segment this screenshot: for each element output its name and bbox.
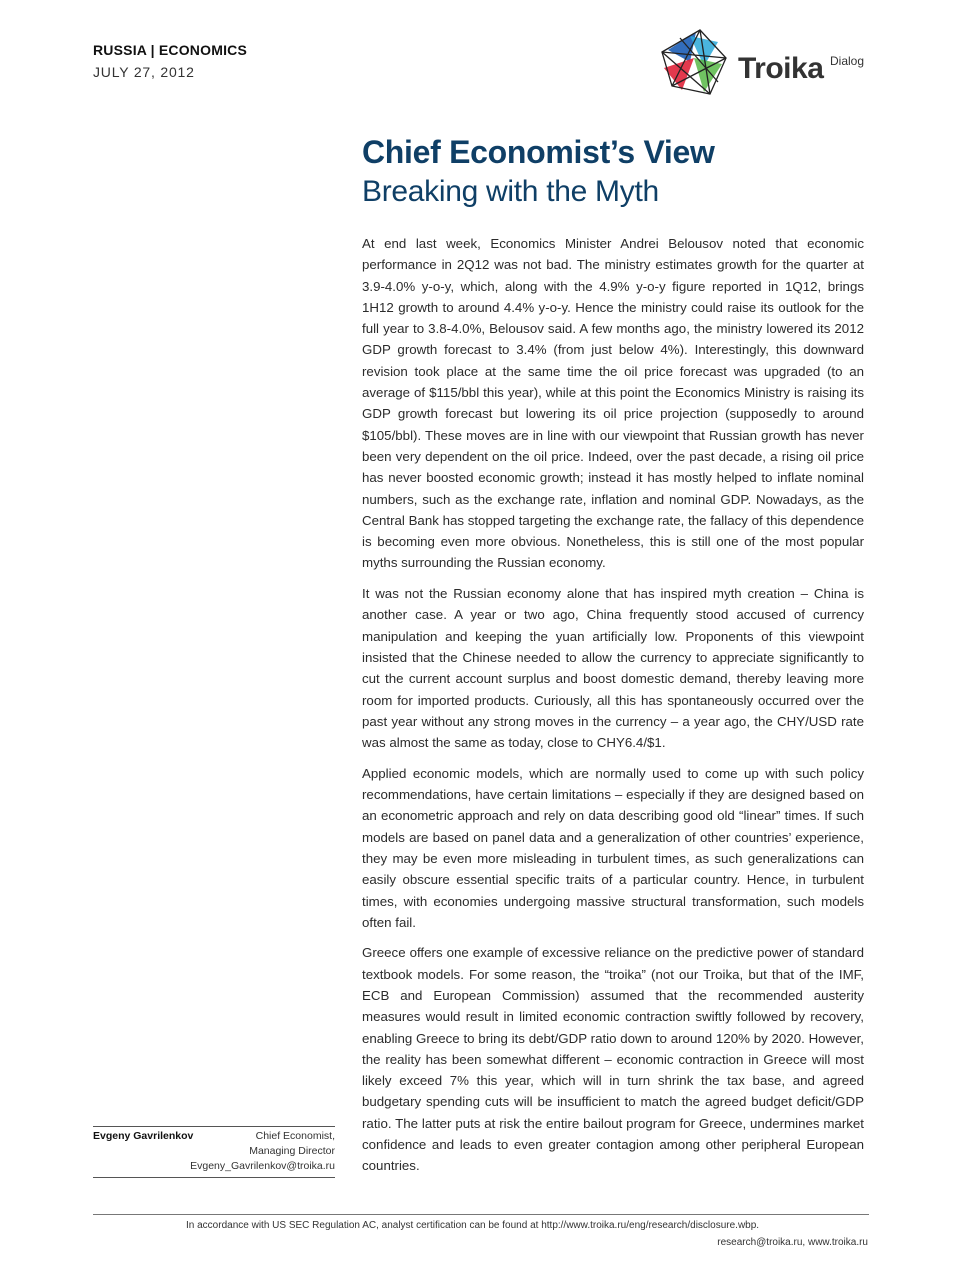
author-name: Evgeny Gavrilenkov <box>93 1130 194 1142</box>
article-paragraph-4: Greece offers one example of excessive reliance on the predictive power of standard textbook models. For some reason, the “troika” (not our Troika, but that of the IMF, ECB and European Commission) assumed that the recommended austerity measures would result in limited economic contraction swiftly followed by recovery, enabling Greece to bring its debt/GDP ratio down to around 120% by 2020. However, the reality has been somewhat different – economic contraction in Greece will most likely exceed 7% this year, which will in turn shrink the tax base, and agreed budgetary spending cuts will be insufficient to match the agreed budget deficit/GDP ratio. The latter puts at risk the entire bailout program for Greece, undermines market confidence and leads to even greater contagion among other peripheral European countries. <box>362 945 864 1174</box>
footer-disclaimer: In accordance with US SEC Regulation AC, analyst certification can be found at http://www.troika.ru/eng/research/disclosure.wbp. <box>186 1220 760 1231</box>
footer-contact[interactable]: research@troika.ru, www.troika.ru <box>717 1237 868 1248</box>
article-paragraph-3: Applied economic models, which are normally used to come up with such policy recommendations, have certain limitations – especially if they are designed based on an econometric approach and rely on data describing good old “linear” times. If such models are based on panel data and a generalization of other countries’ experience, they may be even more misleading in turbulent times, as such generalizations can easily obscure essential specific traits of a particular country. Hence, in turbulent times, with economies undergoing massive structural transformation, such models often fail. <box>362 765 864 930</box>
article-paragraph-2: It was not the Russian economy alone that has inspired myth creation – China is another case. A year or two ago, China frequently stood accused of currency manipulation and keeping the yuan artificially low. Proponents of this viewpoint insisted that the Chinese needed to allow the currency to appreciate significantly to cut the current account surplus and boost domestic demand, thereby leaving more room for imported products. Curiously, all this has spontaneously occurred over the past year without any strong moves in the currency – a year ago, the CHY/USD rate was almost the same as today, close to CHY6.4/$1. <box>362 586 864 751</box>
logo-subbrand: Dialog <box>830 54 865 68</box>
author-email[interactable]: Evgeny_Gavrilenkov@troika.ru <box>190 1160 335 1172</box>
logo-wordmark: Troika <box>738 52 824 85</box>
article-paragraph-1: At end last week, Economics Minister Andrei Belousov noted that economic performance in 2Q12 was not bad. The ministry estimates growth for the quarter at 3.9-4.0% y-o-y, which, along with the 4.9% y-o-y figure reported in 1Q12, brings 1H12 growth to around 4.4% y-o-y. Hence the ministry could raise its outlook for the full year to 3.8-4.0%, Belousov said. A few months ago, the ministry lowered its 2012 GDP growth forecast to 3.4% (from just below 4%). Interestingly, this downward revision took place at the same time the oil price forecast was upgraded (to an average of $115/bbl this year), while at this point the Economics Ministry is raising its GDP growth forecast but lowering its oil price projection (supposedly to around $105/bbl). These moves are in line with our viewpoint that Russian growth has never been very dependent on the oil price. Indeed, over the past decade, a rising oil price has never boosted economic growth; instead it has mostly helped to inflate nominal numbers, such as the exchange rate, inflation and nominal GDP. Nowadays, as the Central Bank has stopped targeting the exchange rate, the fallacy of this dependence is becoming even more obvious. Nonetheless, this is still one of the most popular myths surrounding the Russian economy. <box>362 236 864 571</box>
article-subtitle: Breaking with the Myth <box>362 175 659 208</box>
report-date: JULY 27, 2012 <box>93 64 195 80</box>
troika-logo-icon <box>660 28 730 96</box>
author-title-2: Managing Director <box>249 1145 335 1157</box>
troika-dialog-logo <box>660 28 875 98</box>
report-section-label: RUSSIA | ECONOMICS <box>93 42 248 58</box>
article-title: Chief Economist’s View <box>362 134 715 170</box>
author-title-1: Chief Economist, <box>255 1130 335 1142</box>
article-body <box>362 233 864 1186</box>
footer-divider <box>93 1214 869 1215</box>
author-box <box>93 1126 335 1178</box>
